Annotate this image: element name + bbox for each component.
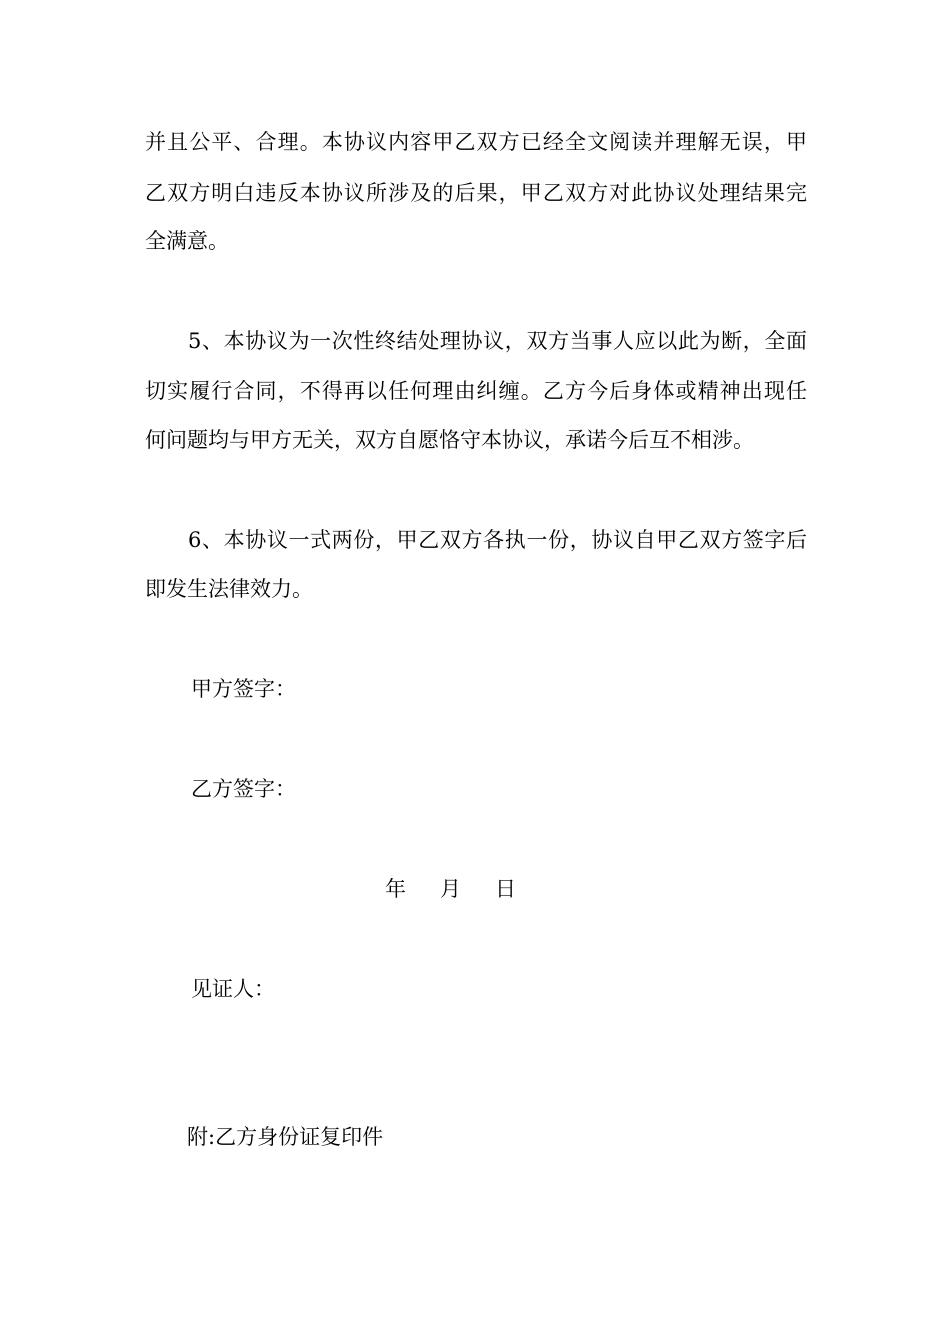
date-year-label: 年 (385, 877, 406, 901)
date-day-label: 日 (495, 877, 516, 901)
attachment-note: 附:乙方身份证复印件 (187, 1125, 384, 1149)
paragraph-line: 6、本协议一式两份，甲乙双方各执一份，协议自甲乙双方签字后 (188, 528, 807, 552)
paragraph-line: 何问题均与甲方无关，双方自愿恪守本协议，承诺今后互不相涉。 (145, 428, 754, 452)
paragraph-line: 乙双方明白违反本协议所涉及的后果，甲乙双方对此协议处理结果完 (145, 181, 807, 205)
paragraph-line: 全满意。 (145, 229, 229, 253)
party-a-signature-label: 甲方签字： (191, 677, 296, 701)
paragraph-line: 即发生法律效力。 (145, 577, 313, 601)
party-b-signature-label: 乙方签字： (191, 777, 296, 801)
date-month-label: 月 (440, 877, 461, 901)
paragraph-line: 并且公平、合理。本协议内容甲乙双方已经全文阅读并理解无误，甲 (145, 130, 807, 154)
paragraph-line: 5、本协议为一次性终结处理协议，双方当事人应以此为断，全面 (188, 329, 807, 353)
signature-date (385, 874, 516, 904)
paragraph-line: 切实履行合同，不得再以任何理由纠缠。乙方今后身体或精神出现任 (145, 379, 807, 403)
witness-label: 见证人： (191, 977, 275, 1001)
